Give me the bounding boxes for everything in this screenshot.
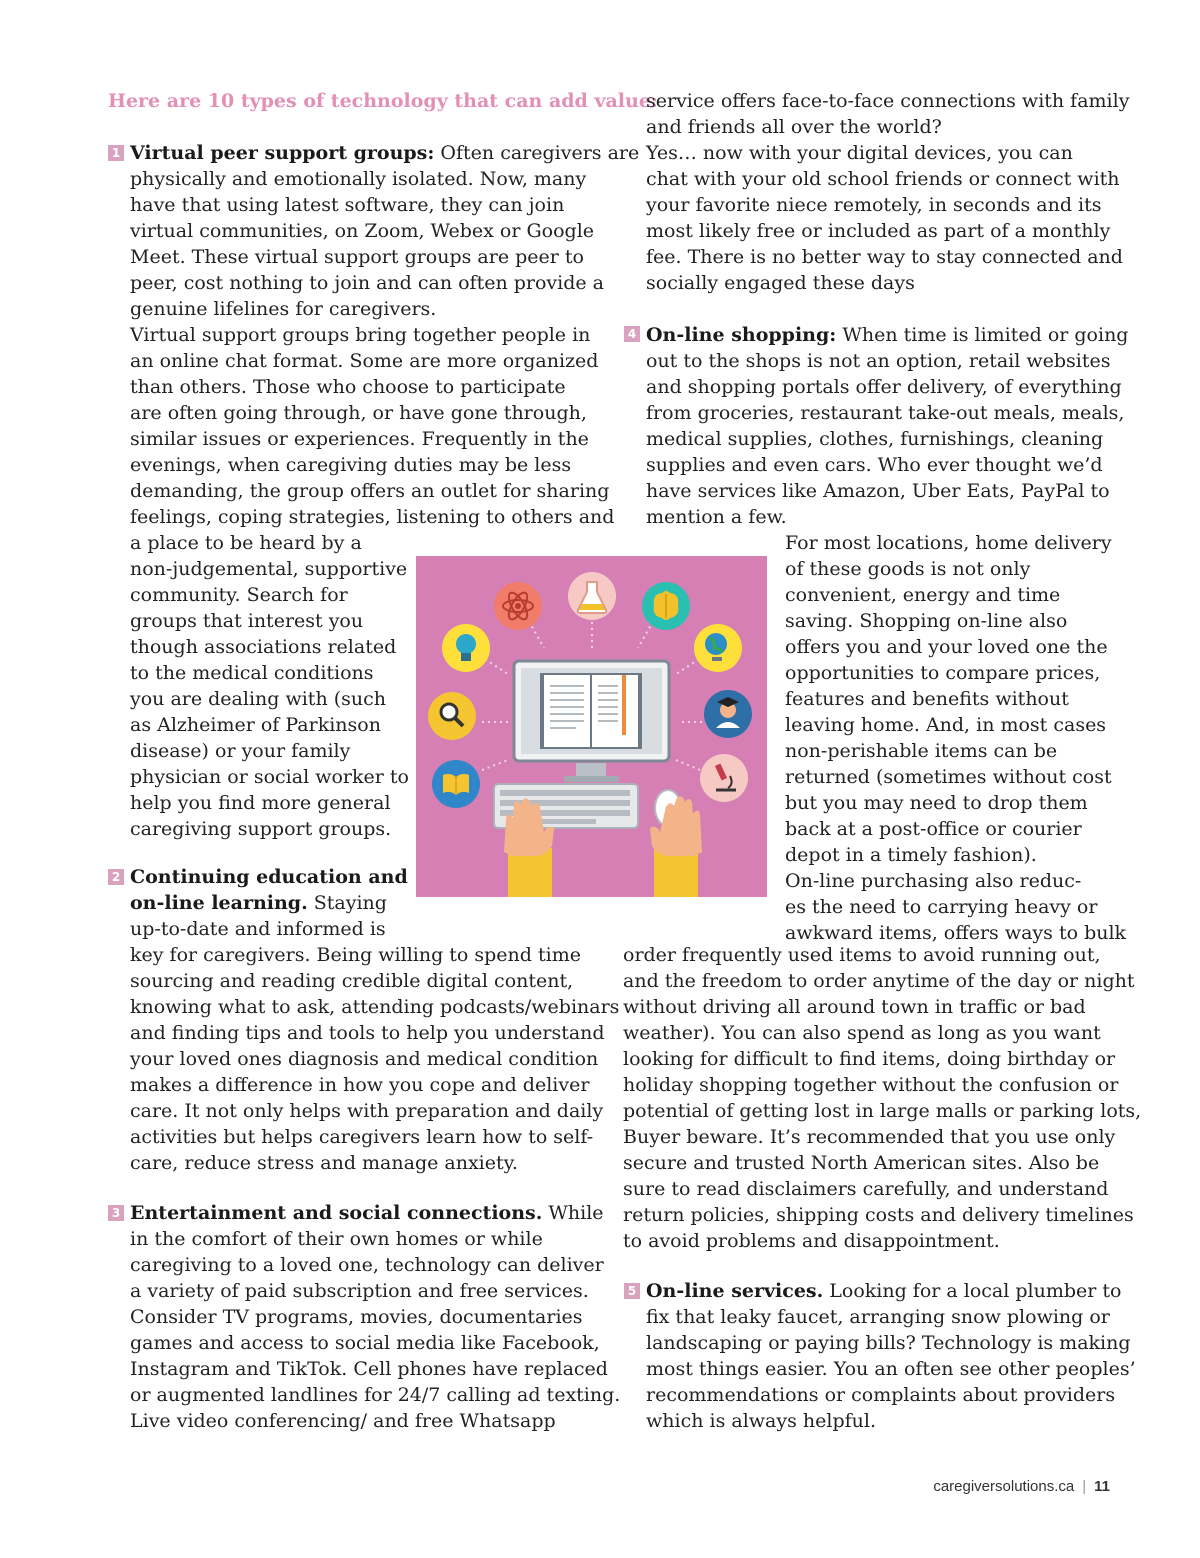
text-line: care, reduce stress and manage anxiety. — [130, 1152, 518, 1174]
item-2-title: Continuing education and — [130, 866, 408, 888]
text-line: looking for difficult to find items, doing birthday or — [623, 1048, 1116, 1070]
atom-icon — [494, 582, 542, 630]
text-line: medical supplies, clothes, furnishings, cleaning — [646, 428, 1104, 450]
text-line: sure to read disclaimers carefully, and understand — [623, 1178, 1109, 1200]
item-1-first-line — [130, 140, 639, 166]
book-icon — [432, 760, 480, 808]
item-number-badge: 2 — [108, 869, 124, 885]
text-line: leaving home. And, in most cases — [785, 714, 1107, 736]
text-line: Live video conferencing/ and free Whatsapp — [130, 1410, 556, 1432]
text-line: landscaping or paying bills? Technology is making — [646, 1332, 1131, 1354]
text-line: as Alzheimer of Parkinson — [130, 714, 381, 736]
text-line: you are dealing with (such — [130, 688, 386, 710]
text-line: features and benefits without — [785, 688, 1069, 710]
text-line: caregiving to a loved one, technology can deliver — [130, 1254, 604, 1276]
text-line: an online chat format. Some are more organized — [130, 350, 599, 372]
globe-icon — [694, 624, 742, 672]
text-line: supplies and even cars. Who ever thought we’d — [646, 454, 1103, 476]
text-line: weather). You can also spend as long as you want — [623, 1022, 1101, 1044]
text-line: similar issues or experiences. Frequently in the — [130, 428, 589, 450]
text-line: opportunities to compare prices, — [785, 662, 1101, 684]
text-line: return policies, shipping costs and delivery timelines — [623, 1204, 1134, 1226]
text-line: and friends all over the world? — [646, 116, 942, 138]
text-line: While — [542, 1202, 604, 1224]
text-line: potential of getting lost in large malls or parking lots, — [623, 1100, 1142, 1122]
footer-separator: | — [1082, 1478, 1087, 1495]
text-line: evenings, when caregiving duties may be less — [130, 454, 572, 476]
text-line: without driving all around town in traffic or bad — [623, 996, 1086, 1018]
text-line: are often going through, or have gone through, — [130, 402, 587, 424]
text-line: to the medical conditions — [130, 662, 374, 684]
text-line: mention a few. — [646, 506, 787, 528]
text-line: order frequently used items to avoid running out, — [623, 944, 1101, 966]
text-line: Buyer beware. It’s recommended that you use only — [623, 1126, 1116, 1148]
item-number-badge: 5 — [624, 1283, 640, 1299]
flask-icon — [568, 572, 616, 620]
text-line: Instagram and TikTok. Cell phones have replaced — [130, 1358, 608, 1380]
text-line: and finding tips and tools to help you understand — [130, 1022, 605, 1044]
text-line: in the comfort of their own homes or while — [130, 1228, 543, 1250]
text-line: Often caregivers are — [434, 142, 640, 164]
text-line: recommendations or complaints about providers — [646, 1384, 1116, 1406]
microscope-icon — [700, 754, 748, 802]
text-line: Looking for a local plumber to — [823, 1280, 1122, 1302]
text-line: socially engaged these days — [646, 272, 915, 294]
item-1-title: Virtual peer support groups: — [130, 142, 435, 164]
text-line: which is always helpful. — [646, 1410, 876, 1432]
text-line: and shopping portals offer delivery, of everything — [646, 376, 1122, 398]
brain-icon — [642, 582, 690, 630]
item-5-title: On-line services. — [646, 1280, 824, 1302]
text-line: convenient, energy and time — [785, 584, 1061, 606]
text-line: service offers face-to-face connections with family — [646, 90, 1130, 112]
text-line: offers you and your loved one the — [785, 636, 1108, 658]
text-line: than others. Those who choose to participate — [130, 376, 566, 398]
text-line: or augmented landlines for 24/7 calling ad texting. — [130, 1384, 621, 1406]
text-line: es the need to carrying heavy or — [785, 896, 1098, 918]
text-line: games and access to social media like Facebook, — [130, 1332, 600, 1354]
text-line: have that using latest software, they can join — [130, 194, 565, 216]
item-number-badge: 1 — [108, 145, 124, 161]
text-line: out to the shops is not an option, retail websites — [646, 350, 1111, 372]
text-line: non-judgemental, supportive — [130, 558, 408, 580]
footer-site: caregiversolutions.ca — [933, 1478, 1075, 1495]
text-line: up-to-date and informed is — [130, 918, 386, 940]
lightbulb-icon — [442, 624, 490, 672]
text-line: non-perishable items can be — [785, 740, 1058, 762]
text-line: knowing what to ask, attending podcasts/webinars — [130, 996, 620, 1018]
text-line: most likely free or included as part of a monthly — [646, 220, 1111, 242]
text-line: community. Search for — [130, 584, 348, 606]
text-line: care. It not only helps with preparation and daily — [130, 1100, 604, 1122]
text-line: fee. There is no better way to stay connected and — [646, 246, 1123, 268]
text-line: activities but helps caregivers learn how to self- — [130, 1126, 594, 1148]
item-number-badge: 4 — [624, 326, 640, 342]
intro-heading: Here are 10 types of technology that can add value: — [108, 90, 658, 112]
text-line: groups that interest you — [130, 610, 364, 632]
text-line: When time is limited or going — [836, 324, 1129, 346]
text-line: to avoid problems and disappointment. — [623, 1230, 1000, 1252]
text-line: holiday shopping together without the confusion or — [623, 1074, 1119, 1096]
text-line: though associations related — [130, 636, 397, 658]
text-line: Virtual support groups bring together people in — [130, 324, 591, 346]
item-4-first-line — [646, 322, 1128, 348]
text-line: back at a post-office or courier — [785, 818, 1082, 840]
text-line: feelings, coping strategies, listening to others and — [130, 506, 615, 528]
text-line: a place to be heard by a — [130, 532, 362, 554]
text-line: physically and emotionally isolated. Now, many — [130, 168, 587, 190]
text-line: Consider TV programs, movies, documentaries — [130, 1306, 583, 1328]
text-line: makes a difference in how you cope and deliver — [130, 1074, 590, 1096]
item-3-first-line — [130, 1200, 604, 1226]
text-line: returned (sometimes without cost — [785, 766, 1112, 788]
text-line: peer, cost nothing to join and can often provide a — [130, 272, 604, 294]
text-line: a variety of paid subscription and free services. — [130, 1280, 589, 1302]
online-learning-illustration — [416, 556, 767, 897]
text-line: help you find more general — [130, 792, 391, 814]
text-line: your favorite niece remotely, in seconds and its — [646, 194, 1102, 216]
text-line: secure and trusted North American sites. Also be — [623, 1152, 1100, 1174]
text-line: disease) or your family — [130, 740, 351, 762]
text-line: sourcing and reading credible digital content, — [130, 970, 574, 992]
text-line: caregiving support groups. — [130, 818, 392, 840]
page-number: 11 — [1094, 1478, 1110, 1495]
item-2-title-cont: on-line learning. — [130, 892, 308, 914]
text-line: but you may need to drop them — [785, 792, 1088, 814]
text-line: physician or social worker to — [130, 766, 409, 788]
item-2-second-line — [130, 890, 387, 916]
text-line: saving. Shopping on-line also — [785, 610, 1068, 632]
text-line: and the freedom to order anytime of the day or night — [623, 970, 1135, 992]
text-line: virtual communities, on Zoom, Webex or Google — [130, 220, 595, 242]
text-line: have services like Amazon, Uber Eats, PayPal to — [646, 480, 1110, 502]
item-4-title: On-line shopping: — [646, 324, 837, 346]
text-line: of these goods is not only — [785, 558, 1031, 580]
text-line: Yes… now with your digital devices, you can — [646, 142, 1073, 164]
graduate-icon — [704, 690, 752, 738]
text-line: awkward items, offers ways to bulk — [785, 922, 1127, 944]
text-line: Staying — [307, 892, 387, 914]
text-line: your loved ones diagnosis and medical condition — [130, 1048, 599, 1070]
item-number-badge: 3 — [108, 1205, 124, 1221]
text-line: key for caregivers. Being willing to spend time — [130, 944, 581, 966]
text-line: fix that leaky faucet, arranging snow plowing or — [646, 1306, 1110, 1328]
item-3-title: Entertainment and social connections. — [130, 1202, 543, 1224]
page-footer — [933, 1478, 1110, 1495]
text-line: Meet. These virtual support groups are peer to — [130, 246, 584, 268]
text-line: For most locations, home delivery — [785, 532, 1112, 554]
text-line: genuine lifelines for caregivers. — [130, 298, 437, 320]
text-line: demanding, the group offers an outlet for sharing — [130, 480, 610, 502]
magnifier-icon — [428, 692, 476, 740]
text-line: chat with your old school friends or connect with — [646, 168, 1120, 190]
text-line: depot in a timely fashion). — [785, 844, 1037, 866]
item-5-first-line — [646, 1278, 1121, 1304]
text-line: most things easier. You an often see other peoples’ — [646, 1358, 1136, 1380]
text-line: from groceries, restaurant take-out meals, meals, — [646, 402, 1125, 424]
text-line: On-line purchasing also reduc- — [785, 870, 1082, 892]
